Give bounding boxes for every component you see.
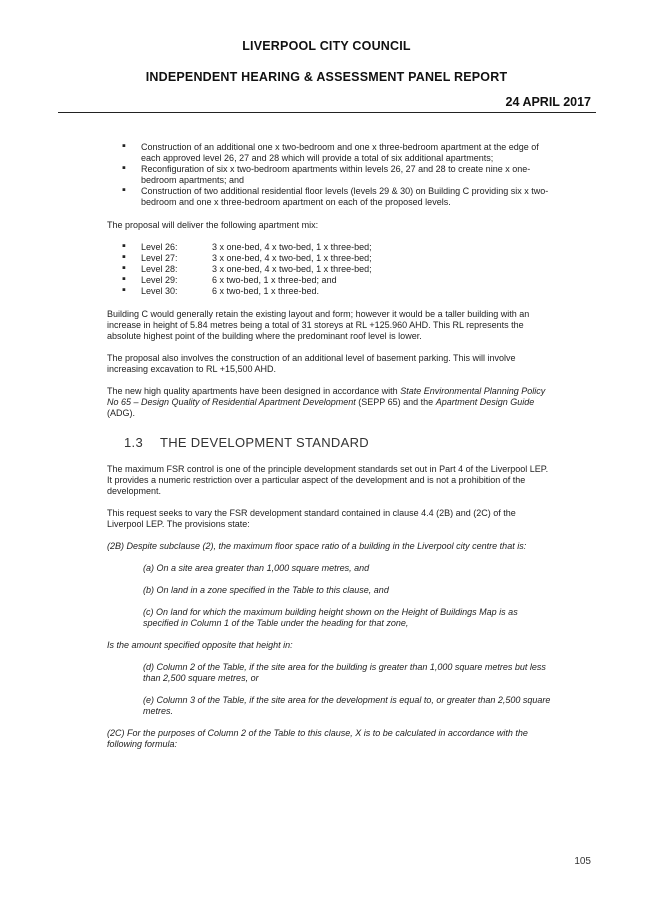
report-title: INDEPENDENT HEARING & ASSESSMENT PANEL REPORT — [145, 70, 508, 84]
mix-intro: The proposal will deliver the following apartment mix: — [107, 220, 319, 230]
proposal-bullet-list — [107, 142, 552, 208]
list-item: ▪ Construction of an additional one x two-bedroom and one x three-bedroom apartment at the edge of each approved level 26, 27 and 28 which will provide a total of six additional apartments; — [122, 140, 539, 163]
clause-c: (c) On land for which the maximum building height shown on the Height of Buildings Map is as specified in Column 1 of the Table under the heading for that zone, — [143, 607, 518, 628]
clause-2c: (2C) For the purposes of Column 2 of the Table to this clause, X is to be calculated in accordance with the following formula: — [107, 728, 528, 749]
report-date: 24 APRIL 2017 — [505, 95, 591, 109]
paragraph-fsr: The maximum FSR control is one of the principle development standards set out in Part 4 of the Liverpool LEP. It provides a numeric restriction over a particular aspect of the development and is not a prohibition of the development. — [107, 464, 549, 496]
list-item: ▪ Construction of two additional residential floor levels (levels 29 & 30) on Building C providing six x two-bedroom and one x three-bedroom apartment on each of the proposed levels. — [122, 184, 549, 207]
bullet-icon: ▪ — [122, 240, 126, 252]
page-number: 105 — [574, 856, 591, 867]
list-item: ▪ Level 28: 3 x one-bed, 4 x two-bed, 1 x three-bed; — [122, 262, 372, 274]
list-item: ▪ Level 29: 6 x two-bed, 1 x three-bed; and — [122, 273, 337, 285]
bullet-icon: ▪ — [122, 284, 126, 296]
document-body — [107, 142, 552, 761]
bullet-icon: ▪ — [122, 273, 126, 285]
council-name: LIVERPOOL CITY COUNCIL — [242, 39, 411, 53]
apartment-mix-list — [107, 242, 552, 297]
bullet-icon: ▪ — [122, 162, 126, 174]
clause-d: (d) Column 2 of the Table, if the site area for the building is greater than 1,000 square metres but less than 2,500 square metres, or — [143, 662, 546, 683]
paragraph-basement: The proposal also involves the construction of an additional level of basement parking. This will involve increasing excavation to RL +15,500 AHD. — [107, 353, 516, 374]
clause-amount: Is the amount specified opposite that height in: — [107, 640, 293, 650]
clause-a: (a) On a site area greater than 1,000 square metres, and — [143, 563, 370, 573]
clause-2b: (2B) Despite subclause (2), the maximum floor space ratio of a building in the Liverpool city centre that is: — [107, 541, 527, 551]
bullet-icon: ▪ — [122, 140, 126, 152]
header-rule — [58, 112, 596, 113]
section-number: 1.3 — [124, 435, 143, 450]
list-item: ▪ Level 27: 3 x one-bed, 4 x two-bed, 1 x three-bed; — [122, 251, 372, 263]
clause-b: (b) On land in a zone specified in the Table to this clause, and — [143, 585, 389, 595]
list-item: ▪ Level 26: 3 x one-bed, 4 x two-bed, 1 x three-bed; — [122, 240, 372, 252]
bullet-icon: ▪ — [122, 251, 126, 263]
paragraph-request: This request seeks to vary the FSR development standard contained in clause 4.4 (2B) and (2C) of the Liverpool LEP. The provisions state: — [107, 508, 516, 529]
list-item: ▪ Level 30: 6 x two-bed, 1 x three-bed. — [122, 284, 320, 296]
list-item: ▪ Reconfiguration of six x two-bedroom apartments within levels 26, 27 and 28 to create nine x one-bedroom apartments; and — [122, 162, 531, 185]
paragraph-building-c: Building C would generally retain the existing layout and form; however it would be a taller building with an increase in height of 5.84 metres being a total of 31 storeys at RL +125.960 AHD. This RL represents the absolute highest point of the building where the predominant roof level is lower. — [107, 309, 530, 341]
bullet-icon: ▪ — [122, 262, 126, 274]
section-heading — [124, 435, 552, 450]
bullet-icon: ▪ — [122, 184, 126, 196]
clause-e: (e) Column 3 of the Table, if the site area for the development is equal to, or greater than 2,500 square metres. — [143, 695, 551, 716]
section-title: THE DEVELOPMENT STANDARD — [160, 435, 369, 450]
paragraph-design: The new high quality apartments have been designed in accordance with State Environmental Planning Policy No 65 – Design Quality of Residential Apartment Development (SEPP 65) and the Apartment Design Guide (ADG). — [107, 386, 546, 418]
